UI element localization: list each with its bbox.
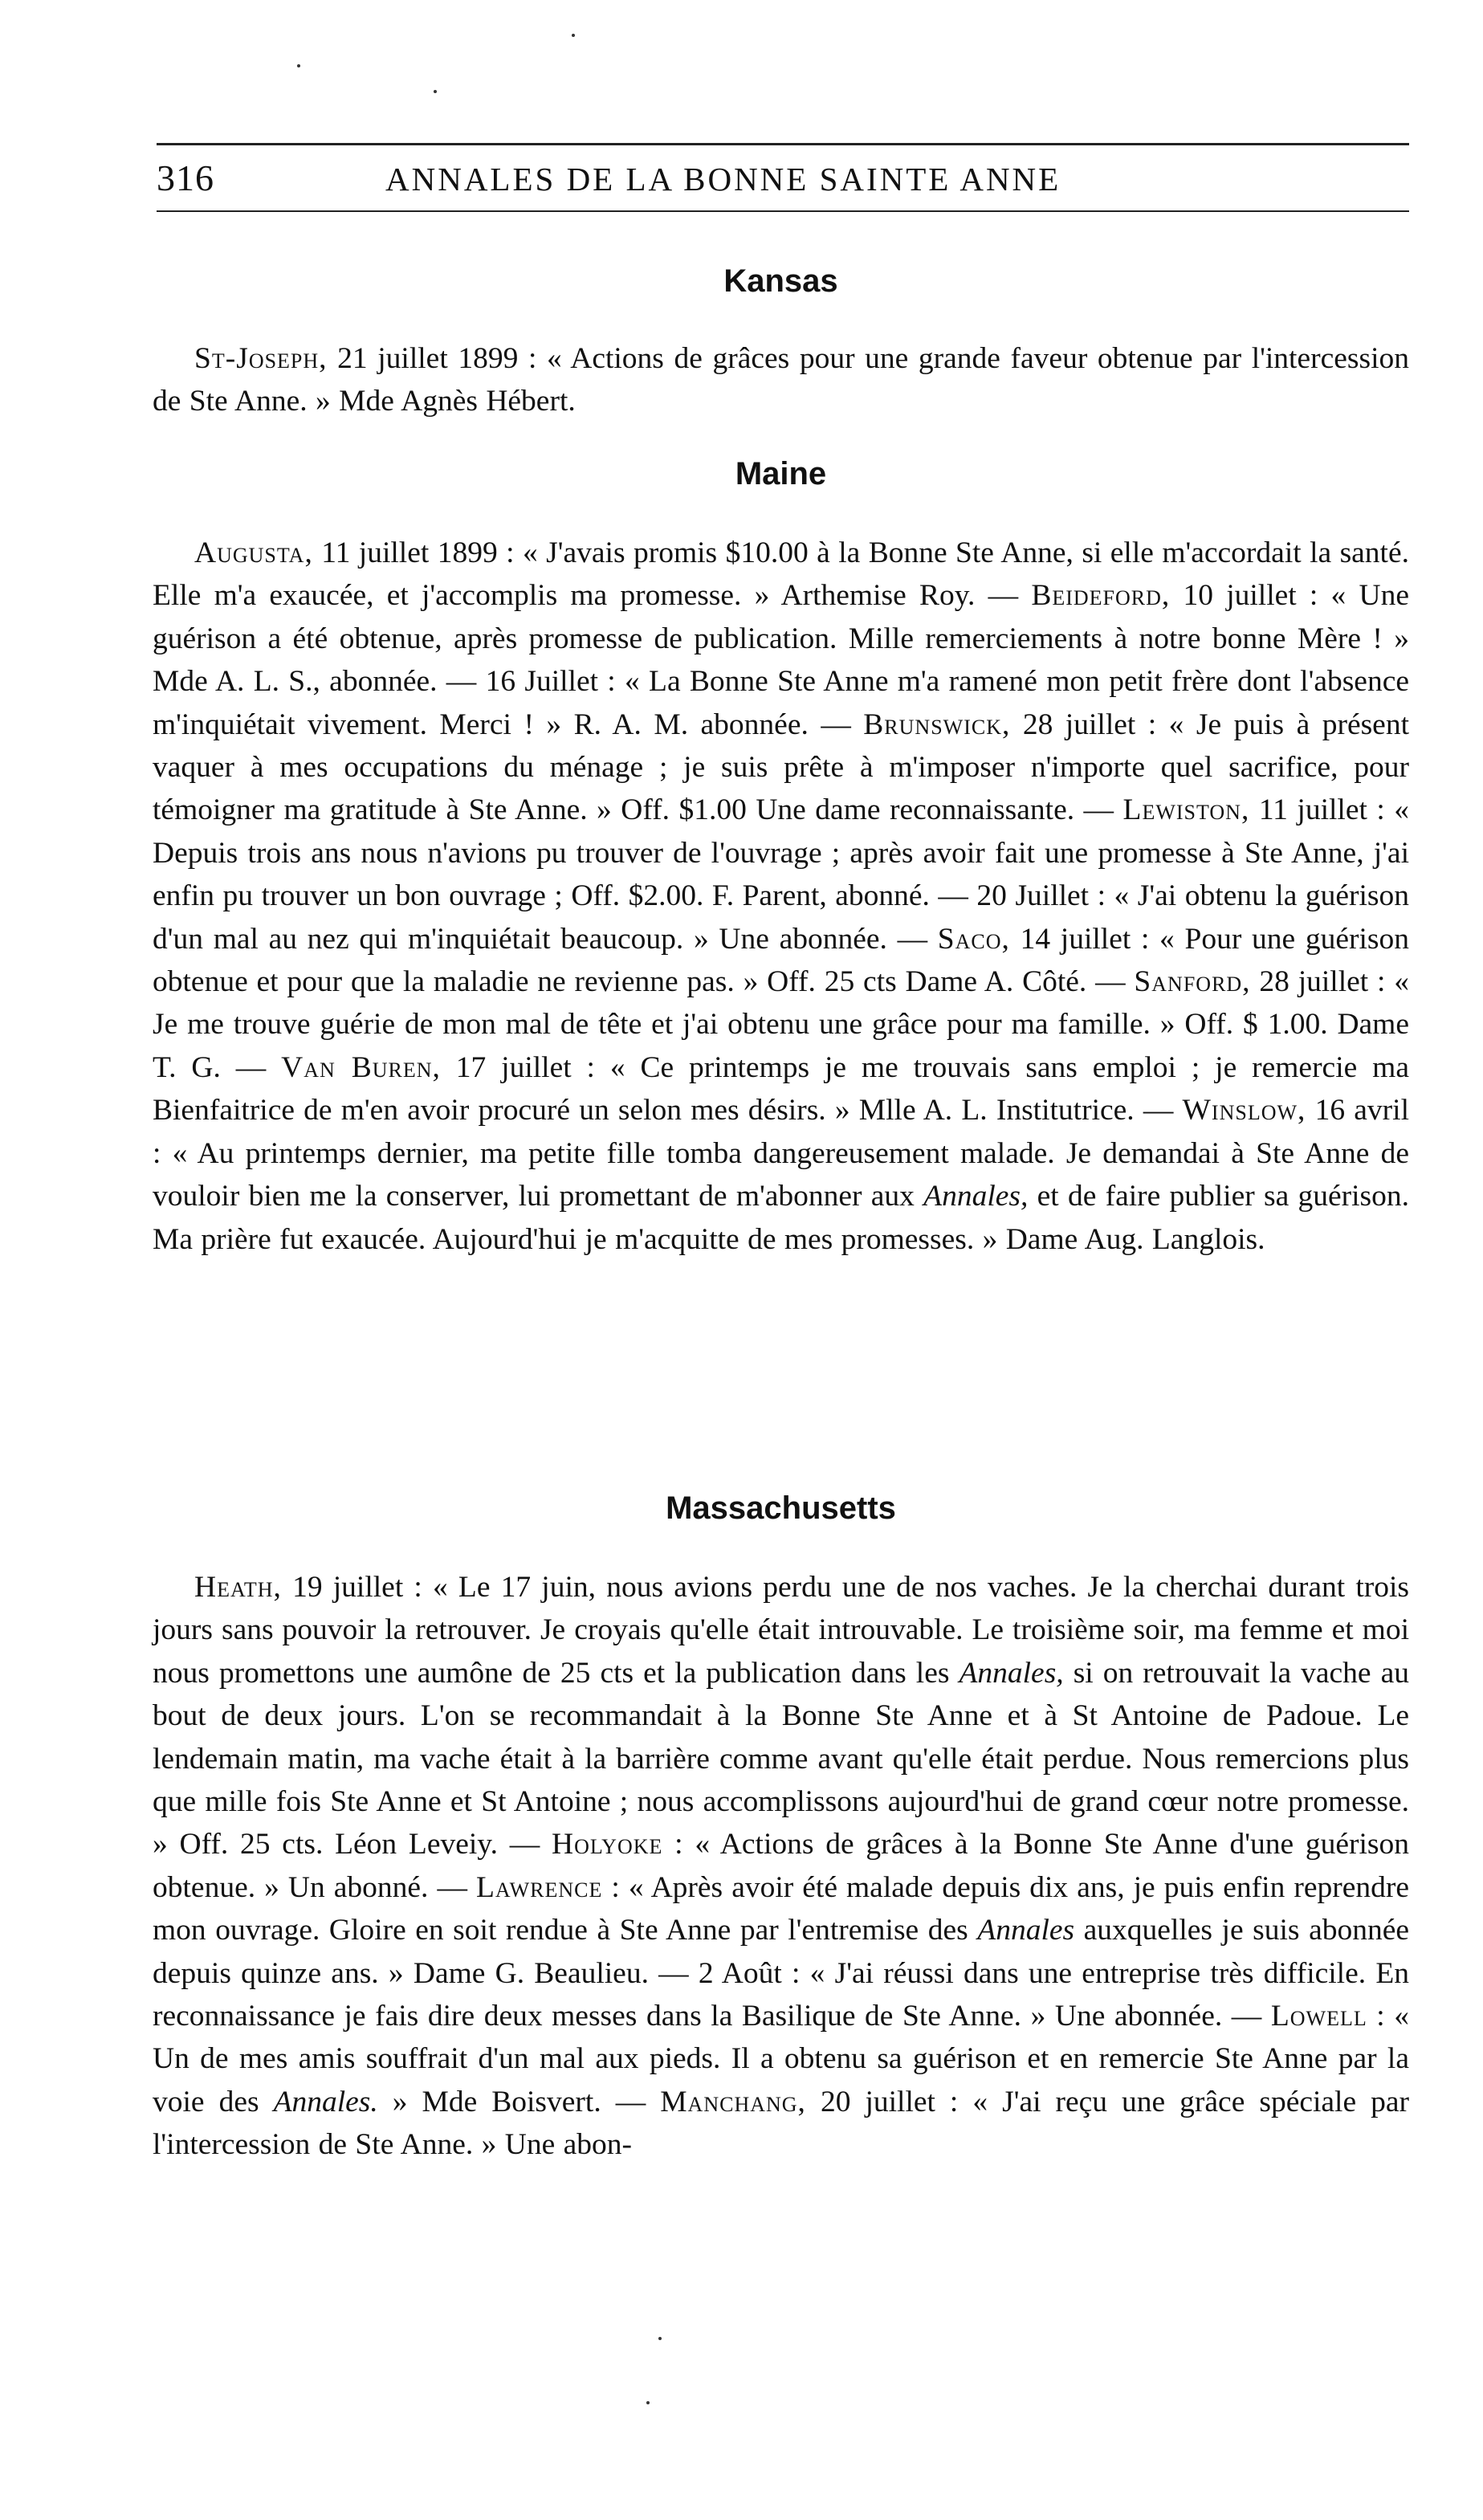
text-run: » Mde Boisvert. —: [377, 2085, 661, 2118]
text-run: 28 juillet : « Je me trouve guérie de mon mal de tête et j'ai obtenu une grâce pour ma famille. » Off. $ 1.00. Dame T. G. —: [153, 965, 1409, 1084]
text-run: : « Actions de grâces à la Bonne Ste Anne d'une guérison obtenue. » Un abonné. —: [153, 1828, 1410, 1904]
section-massachusetts: [153, 1484, 1409, 2167]
place-name: Brunswick,: [863, 707, 1011, 741]
place-name: Holyoke: [552, 1828, 663, 1861]
ink-speck: [572, 34, 575, 37]
text-run: 20 juillet : « J'ai reçu une grâce spéciale par l'intercession de Ste Anne. » Une abon-: [153, 2085, 1409, 2162]
place-name: Beideford,: [1031, 579, 1171, 613]
place-name: Manchang,: [660, 2085, 806, 2118]
section-heading: Massachusetts: [666, 1490, 896, 1526]
ink-speck: [434, 90, 437, 93]
publication-title: Annales.: [273, 2085, 378, 2118]
text-run: 11 juillet 1899 : « J'avais promis $10.00 à la Bonne Ste Anne, si elle m'accordait la santé. Elle m'a exaucée, et j'accomplis ma promesse. » Arthemise Roy. —: [153, 536, 1409, 613]
text-run: 17 juillet : « Ce printemps je me trouvais sans emploi ; je remercie ma Bienfaitrice de m'en avoir procuré un selon mes désirs. » Mlle A. L. Institutrice. —: [153, 1050, 1409, 1127]
header-rule-bottom: [157, 210, 1409, 212]
ink-speck: [297, 64, 300, 67]
text-run: 16 avril : « Au printemps dernier, ma petite fille tomba dangereusement malade. Je demandai à Ste Anne de vouloir bien me la conserver, lui promettant de m'abonner aux: [153, 1094, 1409, 1213]
place-name: Sanford,: [1134, 965, 1251, 999]
text-run: 28 juillet : « Je puis à présent vaquer à mes occupations du ménage ; je suis prête à m'imposer n'importe quel sacrifice, pour témoigner ma gratitude à Ste Anne. » Off. $1.00 Une dame reconnaissante. —: [153, 707, 1409, 827]
section-heading: Kansas: [723, 263, 838, 299]
place-name: Winslow,: [1182, 1094, 1306, 1127]
text-run: 14 juillet : « Pour une guérison obtenue et pour que la maladie ne revienne pas. » Off. 25 cts Dame A. Côté. —: [153, 922, 1409, 999]
text-run: 10 juillet : « Une guérison a été obtenue, après promesse de publication. Mille remerciements à notre bonne Mère ! » Mde A. L. S., abonnée. — 16 Juillet : « La Bonne Ste Anne m'a ramené mon petit frère dont l'absence m'inquiétait vivement. Merci ! » R. A. M. abonnée. —: [153, 579, 1409, 741]
place-name: Augusta,: [194, 536, 313, 569]
text-run: et de faire publier sa guérison. Ma prière fut exaucée. Aujourd'hui je m'acquitte de mes promesses. » Dame Aug. Langlois.: [153, 1180, 1409, 1256]
section-paragraph: [153, 532, 1409, 1261]
publication-title: Annales,: [923, 1180, 1029, 1213]
publication-title: Annales: [977, 1914, 1075, 1947]
place-name: Heath,: [194, 1571, 282, 1604]
place-name: Lowell: [1270, 2000, 1367, 2033]
section-paragraph: [153, 337, 1409, 423]
ink-speck: [646, 2401, 650, 2404]
section-maine: [153, 450, 1409, 1261]
running-title: ANNALES DE LA BONNE SAINTE ANNE: [385, 161, 1061, 198]
place-name: Van Buren,: [281, 1050, 441, 1084]
text-run: si on retrouvait la vache au bout de deux jours. L'on se recommandait à la Bonne Ste Anne et à St Antoine de Padoue. Le lendemain matin, ma vache était à la barrière comme avant qu'elle était perdue. Nous remercions plus que mille fois Ste Anne et St Antoine ; nous accomplissons aujourd'hui de grand cœur notre promesse. » Off. 25 cts. Léon Leveiy. —: [153, 1656, 1409, 1861]
ink-speck: [658, 2337, 662, 2340]
text-run: 21 juillet 1899 : « Actions de grâces pour une grande faveur obtenue par l'intercession de Ste Anne. » Mde Agnès Hébert.: [153, 342, 1409, 418]
page-header: [157, 157, 1405, 213]
section-paragraph: [153, 1566, 1409, 2167]
place-name: Lewiston,: [1122, 793, 1250, 827]
place-name: Saco,: [937, 922, 1010, 956]
place-name: Lawrence: [476, 1870, 603, 1904]
section-kansas: [153, 257, 1409, 423]
section-heading: Maine: [735, 456, 827, 491]
text-run: 11 juillet : « Depuis trois ans nous n'avions pu trouver de l'ouvrage ; après avoir fait une promesse à Ste Anne, j'ai enfin pu trouver un bon ouvrage ; Off. $2.00. F. Parent, abonné. — 20 Juillet : « J'ai obtenu la guérison d'un mal au nez qui m'inquiétait beaucoup. » Une abonnée. —: [153, 793, 1409, 956]
publication-title: Annales,: [959, 1656, 1064, 1690]
text-run: : « Après avoir été malade depuis dix ans, je puis enfin reprendre mon ouvrage. Gloire en soit rendue à Ste Anne par l'entremise des: [153, 1870, 1409, 1947]
text-run: : « Un de mes amis souffrait d'un mal aux pieds. Il a obtenu sa guérison et en remercie Ste Anne par la voie des: [153, 2000, 1410, 2118]
place-name: St-Joseph,: [194, 342, 328, 375]
text-run: 19 juillet : « Le 17 juin, nous avions perdu une de nos vaches. Je la cherchai durant trois jours sans pouvoir la retrouver. Je croyais qu'elle était introuvable. Le troisième soir, ma femme et moi nous promettons une aumône de 25 cts et la publication dans les: [153, 1571, 1409, 1690]
page-number: 316: [157, 157, 214, 198]
header-rule-top: [157, 143, 1409, 145]
text-run: auxquelles je suis abonnée depuis quinze ans. » Dame G. Beaulieu. — 2 Août : « J'ai réussi dans une entreprise très difficile. En reconnaissance je fais dire deux messes dans la Basilique de Ste Anne. » Une abonnée. —: [153, 1914, 1409, 2033]
